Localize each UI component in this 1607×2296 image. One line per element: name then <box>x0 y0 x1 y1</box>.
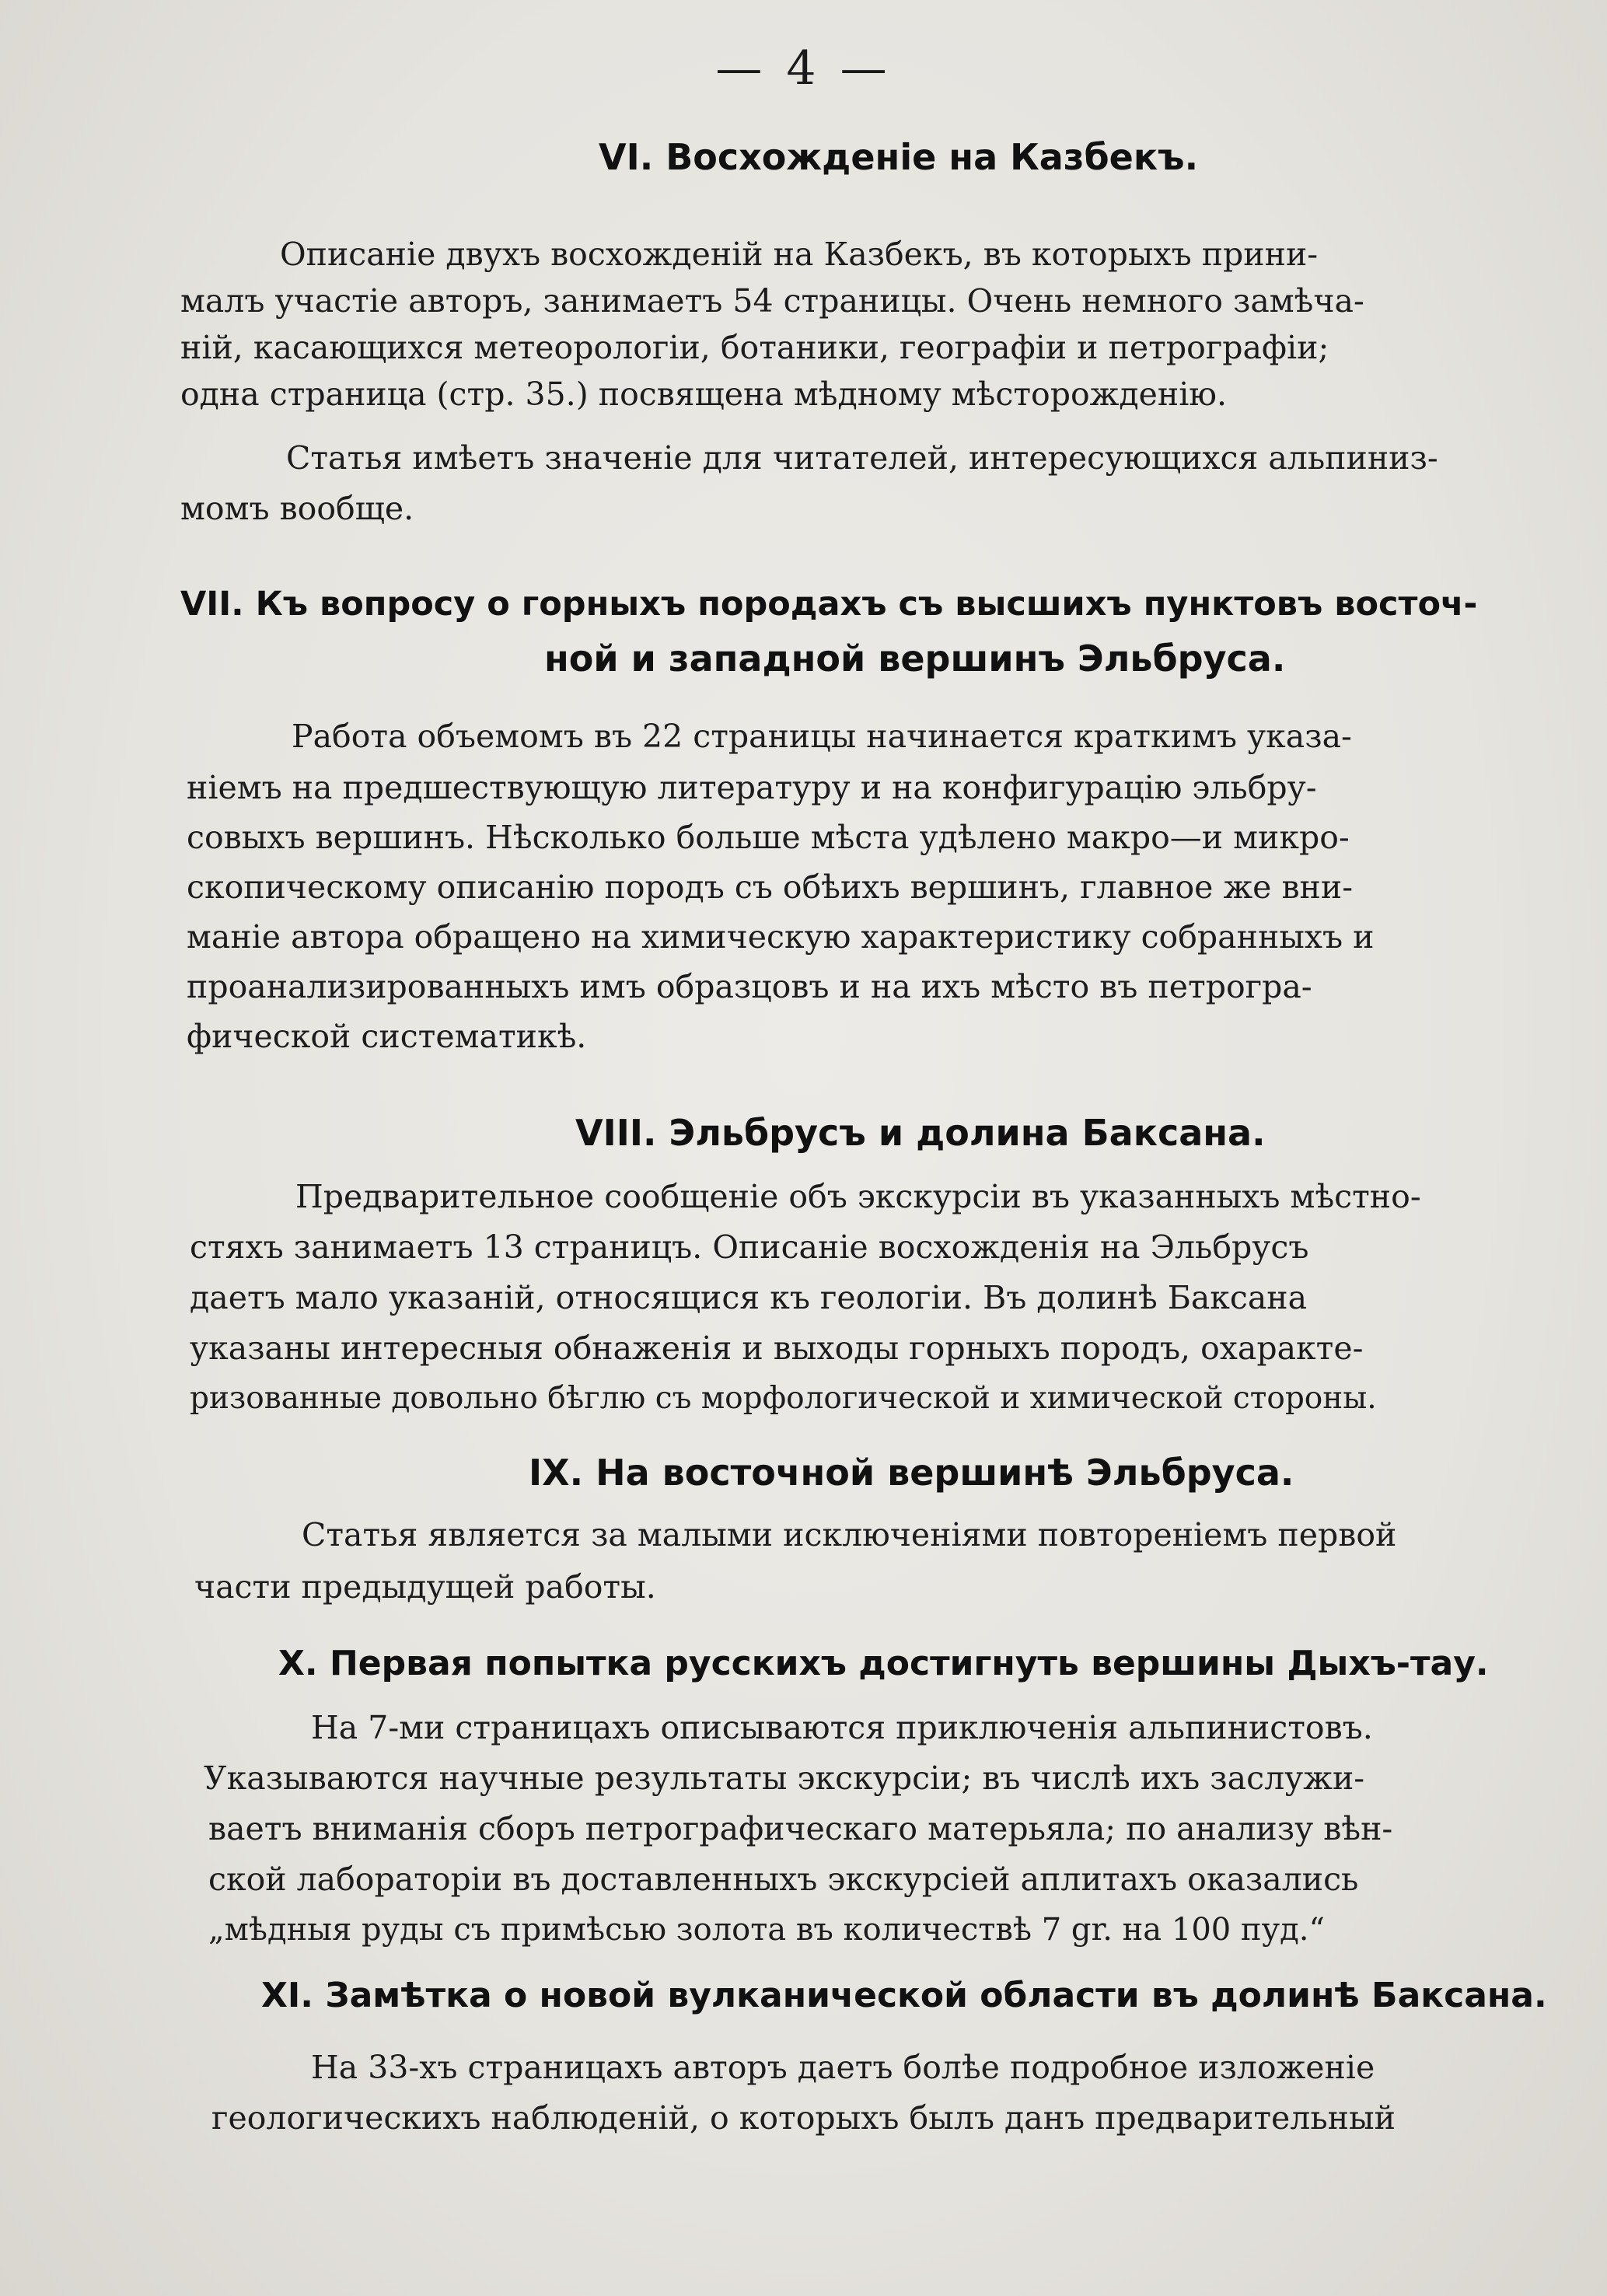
paragraph-line: даетъ мало указаній, относящися къ геологіи. Въ долинѣ Баксана <box>190 1279 1308 1316</box>
paragraph-line: На 33-хъ страницахъ авторъ даетъ болѣе подробное изложеніе <box>311 2049 1375 2086</box>
section-heading-vii-line2: ной и западной вершинъ Эльбруса. <box>544 638 1286 680</box>
paragraph-line: Указываются научные результаты экскурсіи; въ числѣ ихъ заслужи- <box>204 1760 1365 1797</box>
paragraph-line: момъ вообще. <box>180 490 414 527</box>
paragraph-line: маніе автора обращено на химическую характеристику собранныхъ и <box>187 918 1375 956</box>
paragraph-line: фической систематикѣ. <box>187 1018 587 1055</box>
paragraph-line: части предыдущей работы. <box>194 1568 656 1606</box>
paragraph-line: проанализированныхъ имъ образцовъ и на ихъ мѣсто въ петрогра- <box>187 968 1312 1005</box>
section-heading-ix: IX. На восточной вершинѣ Эльбруса. <box>529 1452 1294 1494</box>
section-heading-xi: XI. Замѣтка о новой вулканической области въ долинѣ Баксана. <box>261 1976 1547 2015</box>
paragraph-line: Статья имѣетъ значеніе для читателей, интересующихся альпиниз- <box>286 439 1438 477</box>
paragraph-line: „мѣдныя руды съ примѣсью золота въ количествѣ 7 gr. на 100 пуд.“ <box>208 1912 1325 1948</box>
paragraph-line: Описаніе двухъ восхожденій на Казбекъ, въ которыхъ прини- <box>280 236 1319 273</box>
section-heading-viii: VIII. Эльбрусъ и долина Баксана. <box>575 1112 1266 1154</box>
paragraph-line: На 7-ми страницахъ описываются приключенія альпинистовъ. <box>311 1709 1373 1746</box>
section-heading-vi: VI. Восхожденіе на Казбекъ. <box>599 136 1199 178</box>
paragraph-line: Работа объемомъ въ 22 страницы начинается краткимъ указа- <box>292 718 1352 755</box>
paragraph-line: ніемъ на предшествующую литературу и на конфигурацію эльбру- <box>187 769 1317 806</box>
paragraph-line: ской лабораторіи въ доставленныхъ экскурсіей аплитахъ оказались <box>208 1861 1359 1898</box>
paragraph-line: совыхъ вершинъ. Нѣсколько больше мѣста удѣлено макро—и микро- <box>187 819 1350 856</box>
paragraph-line: малъ участіе авторъ, занимаетъ 54 страницы. Очень немного замѣча- <box>180 282 1364 320</box>
paragraph-line: ній, касающихся метеорологіи, ботаники, географіи и петрографіи; <box>180 329 1329 366</box>
paragraph-line: одна страница (стр. 35.) посвящена мѣдному мѣсторожденію. <box>180 376 1228 413</box>
section-heading-vii-line1: VII. Къ вопросу о горныхъ породахъ съ высшихъ пунктовъ восточ- <box>180 585 1478 624</box>
paragraph-line: указаны интересныя обнаженія и выходы горныхъ породъ, охаракте- <box>190 1330 1364 1367</box>
paragraph-line: стяхъ занимаетъ 13 страницъ. Описаніе восхожденія на Эльбрусъ <box>190 1228 1309 1266</box>
paragraph-line: ваетъ вниманія сборъ петрографическаго матерьяла; по анализу вѣн- <box>208 1810 1393 1847</box>
paragraph-line: скопическому описанію породъ съ обѣихъ вершинъ, главное же вни- <box>187 868 1354 906</box>
page-number: — 4 — <box>715 41 892 96</box>
paragraph-line: геологическихъ наблюденій, о которыхъ былъ данъ предварительный <box>211 2099 1396 2137</box>
paragraph-line: Предварительное сообщеніе объ экскурсіи въ указанныхъ мѣстно- <box>295 1178 1421 1215</box>
section-heading-x: X. Первая попытка русскихъ достигнуть вершины Дыхъ-тау. <box>278 1644 1489 1683</box>
paragraph-line: ризованные довольно бѣглю съ морфологической и химической стороны. <box>190 1381 1377 1416</box>
paragraph-line: Статья является за малыми исключеніями повтореніемъ первой <box>302 1516 1397 1553</box>
